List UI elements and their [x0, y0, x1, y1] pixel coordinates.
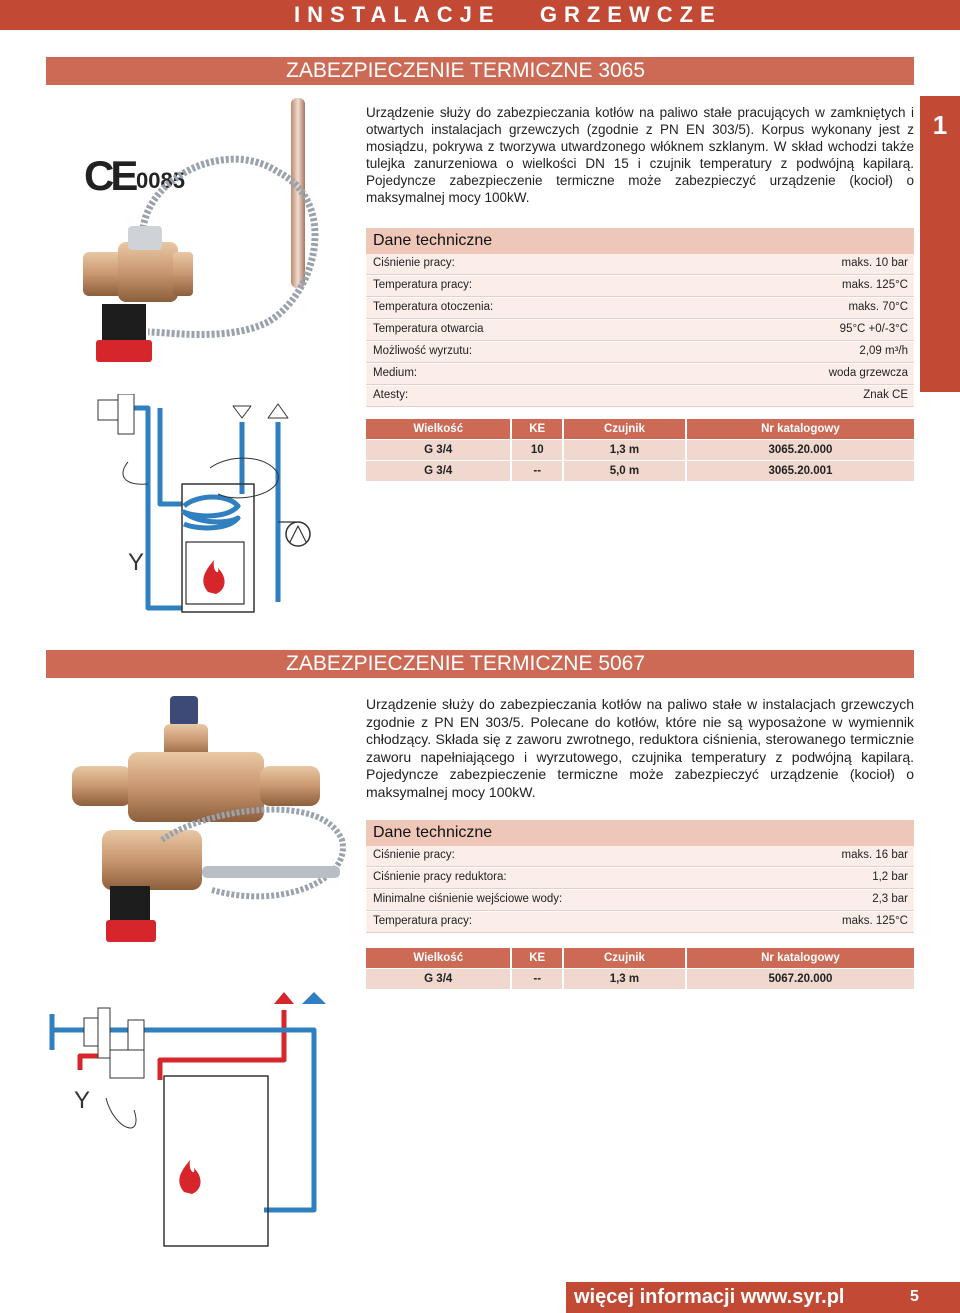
spec-value: maks. 125°C	[842, 279, 908, 291]
cell: G 3/4	[366, 969, 511, 990]
spec-label: Temperatura pracy:	[373, 915, 473, 927]
product2-diagram-label: Y	[74, 1087, 91, 1114]
spec-value: 2,09 m³/h	[859, 345, 908, 357]
spec-row	[366, 342, 914, 363]
product2-title: ZABEZPIECZENIE TERMICZNE 5067	[286, 652, 646, 675]
spec-label: Temperatura otoczenia:	[373, 301, 494, 313]
spec-row	[366, 254, 914, 275]
product1-specs-header	[366, 228, 914, 254]
product2-title-bar	[46, 650, 914, 678]
col-sensor: Czujnik	[563, 419, 686, 440]
table-row	[366, 440, 914, 461]
spec-row	[366, 364, 914, 385]
product2-catalog-table	[366, 948, 914, 989]
cell: G 3/4	[366, 440, 511, 461]
spec-label: Minimalne ciśnienie wejściowe wody:	[373, 893, 563, 905]
cell: --	[511, 969, 563, 990]
spec-label: Medium:	[373, 367, 418, 379]
product1-title-bar	[46, 57, 914, 85]
cell: 10	[511, 440, 563, 461]
product1-description: Urządzenie służy do zabezpieczania kotłów na paliwo stałe pracujących w zamkniętych i otwartych instalacjach grzewczych (zgodnie z PN EN 303/5). Korpus wykonany jest z mosiądzu, pokrywa z tworzywa utwardzonego włóknem szklanym. W skład wchodzi także tulejka zanurzeniowa o wielkości DN 15 i czujnik temperatury z podwójną kapilarą. Pojedyncze zabezpieczenie termiczne może zabezpieczyć urządzenie (kocioł) o maksymalnej mocy 100kW.	[366, 105, 914, 205]
spec-row	[366, 868, 914, 889]
spec-label: Temperatura otwarcia	[373, 323, 484, 335]
product1-catalog-table	[366, 419, 914, 481]
spec-row	[366, 890, 914, 911]
cell: --	[511, 461, 563, 482]
table-row	[366, 969, 914, 990]
spec-row	[366, 320, 914, 341]
product2-specs-header	[366, 820, 914, 846]
product2-specs	[366, 846, 914, 934]
spec-label: Ciśnienie pracy:	[373, 257, 455, 269]
spec-value: maks. 125°C	[842, 915, 908, 927]
product2-photo	[62, 690, 372, 950]
header-bar	[0, 0, 960, 30]
cell: 5067.20.000	[686, 969, 914, 990]
cell: G 3/4	[366, 461, 511, 482]
col-ke: KE	[511, 948, 563, 969]
product1-diagram-label: Y	[128, 549, 145, 576]
ce-symbol: CE	[84, 152, 135, 199]
spec-value: Znak CE	[863, 389, 908, 401]
cell: 3065.20.001	[686, 461, 914, 482]
spec-value: 1,2 bar	[872, 871, 908, 883]
spec-row	[366, 912, 914, 933]
col-size: Wielkość	[366, 419, 511, 440]
spec-row	[366, 846, 914, 867]
col-size: Wielkość	[366, 948, 511, 969]
col-catalog: Nr katalogowy	[686, 948, 914, 969]
table-row	[366, 461, 914, 482]
spec-label: Ciśnienie pracy:	[373, 849, 455, 861]
cell: 3065.20.000	[686, 440, 914, 461]
product2-diagram	[44, 990, 364, 1270]
product1-specs-title: Dane techniczne	[373, 232, 493, 249]
product2-specs-title: Dane techniczne	[373, 824, 493, 841]
table-header-row	[366, 419, 914, 440]
chapter-number: 1	[932, 110, 948, 140]
cell: 1,3 m	[563, 440, 686, 461]
product1-diagram	[78, 394, 328, 644]
spec-value: maks. 70°C	[848, 301, 908, 313]
table-header-row	[366, 948, 914, 969]
col-catalog: Nr katalogowy	[686, 419, 914, 440]
spec-row	[366, 276, 914, 297]
spec-label: Temperatura pracy:	[373, 279, 473, 291]
spec-label: Ciśnienie pracy reduktora:	[373, 871, 507, 883]
spec-value: woda grzewcza	[828, 367, 908, 379]
spec-value: 2,3 bar	[872, 893, 908, 905]
spec-value: maks. 16 bar	[841, 849, 908, 861]
header-title: INSTALACJE GRZEWCZE	[294, 2, 722, 27]
product2-description: Urządzenie służy do zabezpieczania kotłów na paliwo stałe w instalacjach grzewczych zgodnie z PN EN 303/5. Polecane do kotłów, które nie są wyposażone w wymiennik chłodzący. Składa się z zaworu zwrotnego, reduktora ciśnienia, sterowanego termicznie zaworu napełniającego i wyrzutowego, czujnika temperatury z podwójną kapilarą. Pojedyncze zabezpieczenie termiczne może zabezpieczyć urządzenie (kocioł) o maksymalnej mocy 100kW.	[366, 696, 914, 800]
cell: 1,3 m	[563, 969, 686, 990]
spec-row	[366, 298, 914, 319]
col-sensor: Czujnik	[563, 948, 686, 969]
chapter-tab	[920, 96, 960, 392]
spec-label: Możliwość wyrzutu:	[373, 345, 473, 357]
spec-row	[366, 386, 914, 407]
spec-value: 95°C +0/-3°C	[839, 323, 908, 335]
page-number: 5	[910, 1288, 919, 1305]
footer-bar	[566, 1282, 960, 1313]
product1-title: ZABEZPIECZENIE TERMICZNE 3065	[286, 59, 646, 82]
ce-number: 0085	[136, 168, 185, 193]
col-ke: KE	[511, 419, 563, 440]
cell: 5,0 m	[563, 461, 686, 482]
product1-specs	[366, 254, 914, 408]
product1-photo	[78, 92, 368, 372]
spec-label: Atesty:	[373, 389, 409, 401]
spec-value: maks. 10 bar	[841, 257, 908, 269]
footer-link[interactable]: więcej informacji www.syr.pl	[574, 1286, 845, 1308]
